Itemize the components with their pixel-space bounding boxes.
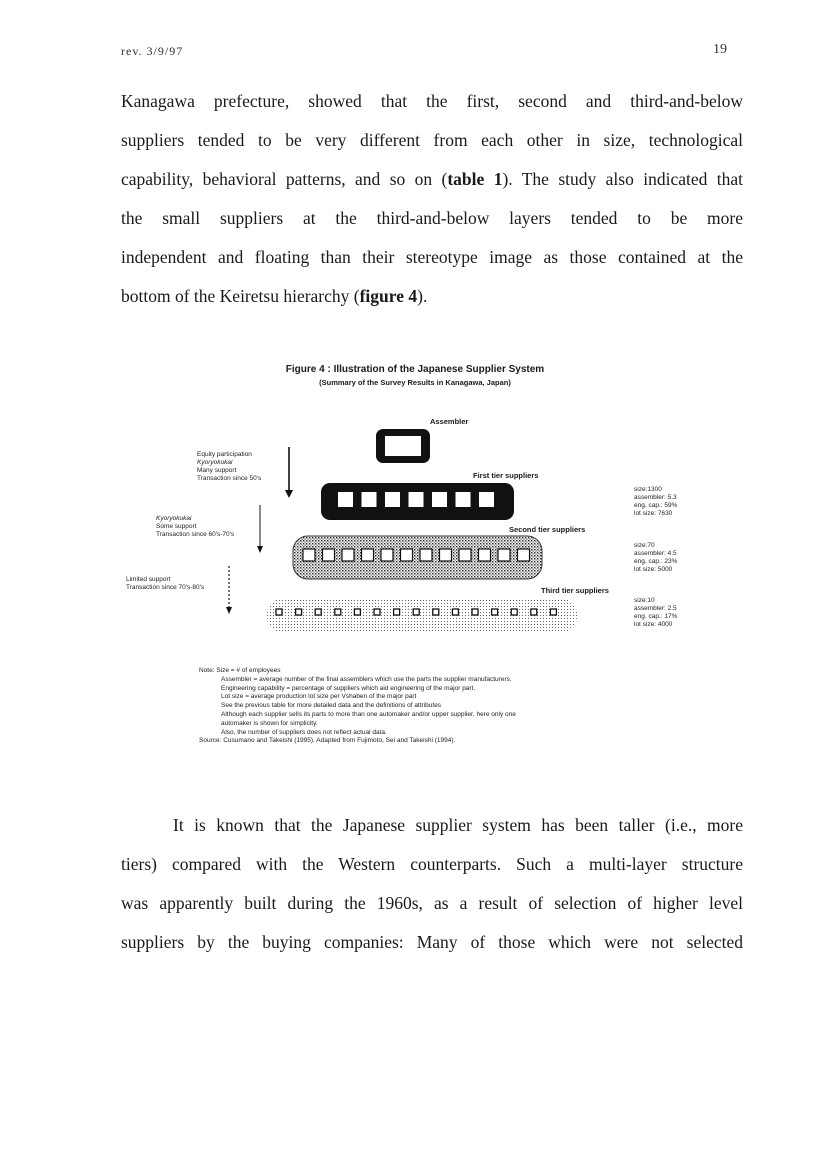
stat-line: lot size: 5000 <box>634 566 673 573</box>
stat-line: assembler: 4.5 <box>634 550 677 557</box>
text-line: independent and floating than their stereotype image as those contained at the <box>121 247 743 267</box>
note-line: Also, the number of suppliers does not reflect actual data. <box>221 728 387 736</box>
note-line: automaker is shown for simplicity. <box>221 719 318 727</box>
stat-line: assembler: 2.5 <box>634 605 677 612</box>
text-line: tiers) compared with the Western counterparts. Such a multi-layer structure <box>121 854 743 874</box>
third-tier-label: Third tier suppliers <box>541 586 609 595</box>
right-stats-tier1 <box>634 486 677 518</box>
supplier-box <box>303 549 315 561</box>
supplier-box <box>381 549 393 561</box>
third-tier-suppliers <box>276 609 556 615</box>
supplier-box <box>432 492 447 507</box>
supplier-box <box>413 609 419 615</box>
paragraph-2 <box>121 806 743 962</box>
supplier-box <box>511 609 517 615</box>
second-tier-label: Second tier suppliers <box>509 525 586 534</box>
figure-reference: figure 4 <box>359 286 418 306</box>
text-run: capability, behavioral patterns, and so on ( <box>121 169 448 189</box>
text-run: ). The study also indicated that <box>502 169 743 189</box>
supplier-box <box>479 549 491 561</box>
stat-line: size:70 <box>634 542 655 549</box>
supplier-box <box>394 609 400 615</box>
supplier-box <box>354 609 360 615</box>
note-line: Although each supplier sells its parts to more than one automaker and/or upper supplier, here only one <box>221 710 516 718</box>
supplier-box <box>498 549 510 561</box>
left-annotation-tier1 <box>197 451 261 483</box>
stat-line: size:10 <box>634 597 655 604</box>
supplier-box <box>338 492 353 507</box>
annotation-line: Some support <box>156 523 197 530</box>
note-line: Lot size = average production lot size per Vshaben of the major part <box>221 693 417 701</box>
supplier-box <box>315 609 321 615</box>
stat-line: size:1300 <box>634 486 662 493</box>
table-reference: table 1 <box>447 169 503 189</box>
text-line: was apparently built during the 1960s, as a result of selection of higher level <box>121 893 743 913</box>
figure-title: Figure 4 : Illustration of the Japanese Supplier System <box>285 364 545 375</box>
stat-line: eng. cap.: 17% <box>634 613 678 620</box>
supplier-box <box>385 492 400 507</box>
page-number: 19 <box>713 42 727 57</box>
supplier-box <box>409 492 424 507</box>
supplier-box <box>342 549 354 561</box>
text-line: Kanagawa prefecture, showed that the first, second and third-and-below <box>121 91 743 111</box>
supplier-box <box>479 492 494 507</box>
stat-line: assembler: 5.3 <box>634 494 677 501</box>
annotation-line: Kyoryokukai <box>156 515 192 522</box>
supplier-box <box>452 609 458 615</box>
supplier-box <box>362 549 374 561</box>
annotation-line: Transaction since 60's-70's <box>156 531 235 538</box>
annotation-line: Equity participation <box>197 451 252 458</box>
stat-line: eng. cap.: 59% <box>634 502 678 509</box>
note-line: Engineering capability = percentage of suppliers which aid engineering of the major part. <box>221 684 476 692</box>
text-run: bottom of the Keiretsu hierarchy ( <box>121 286 360 306</box>
supplier-box <box>492 609 498 615</box>
supplier-box <box>550 609 556 615</box>
supplier-box <box>433 609 439 615</box>
text-line: It is known that the Japanese supplier system has been taller (i.e., more <box>173 815 743 835</box>
supplier-box <box>440 549 452 561</box>
text-line: the small suppliers at the third-and-below layers tended to be more <box>121 208 743 228</box>
arrow-1-head <box>285 490 293 498</box>
arrow-2-head <box>257 546 263 553</box>
supplier-box <box>401 549 413 561</box>
figure-notes <box>199 667 516 746</box>
stat-line: lot size: 4000 <box>634 621 673 628</box>
supplier-box <box>518 549 530 561</box>
annotation-line: Transaction since 70's-80's <box>126 584 205 591</box>
supplier-box <box>456 492 471 507</box>
supplier-box <box>276 609 282 615</box>
supplier-box <box>531 609 537 615</box>
note-line: Assembler = average number of the final assemblers which use the parts the supplier manufacturers. <box>221 675 512 683</box>
first-tier-label: First tier suppliers <box>473 471 539 480</box>
annotation-line: Kyoryokukai <box>197 459 233 466</box>
figure-subtitle: (Summary of the Survey Results in Kanagawa, Japan) <box>319 378 511 387</box>
supplier-box <box>472 609 478 615</box>
assembler-inner <box>385 436 421 456</box>
supplier-box <box>323 549 335 561</box>
assembler-label: Assembler <box>430 417 469 426</box>
supplier-box <box>374 609 380 615</box>
supplier-box <box>335 609 341 615</box>
arrow-3-head <box>226 607 232 614</box>
stat-line: lot size: 7630 <box>634 510 673 517</box>
note-line: Note: Size = # of employees <box>199 667 281 674</box>
supplier-box <box>362 492 377 507</box>
text-line: suppliers by the buying companies: Many of those which were not selected <box>121 932 743 952</box>
left-annotation-tier3 <box>126 576 204 592</box>
supplier-box <box>420 549 432 561</box>
stat-line: eng. cap.: 23% <box>634 558 678 565</box>
running-header-date: rev. 3/9/97 <box>121 44 184 58</box>
supplier-box <box>459 549 471 561</box>
left-annotation-tier2 <box>156 515 234 539</box>
text-line: suppliers tended to be very different from each other in size, technological <box>121 130 743 150</box>
annotation-line: Many support <box>197 467 237 474</box>
annotation-line: Transaction since 50's <box>197 475 262 482</box>
figure-source: Source: Cusumano and Takeishi (1995). Adapted from Fujimoto, Sei and Takeishi (1994). <box>199 737 456 745</box>
note-line: See the previous table for more detailed data and the definitions of attributes <box>221 702 442 710</box>
annotation-line: Limited support <box>126 576 171 583</box>
supplier-box <box>296 609 302 615</box>
text-run: ). <box>417 286 428 306</box>
right-stats-tier3 <box>634 597 677 629</box>
right-stats-tier2 <box>634 542 677 574</box>
